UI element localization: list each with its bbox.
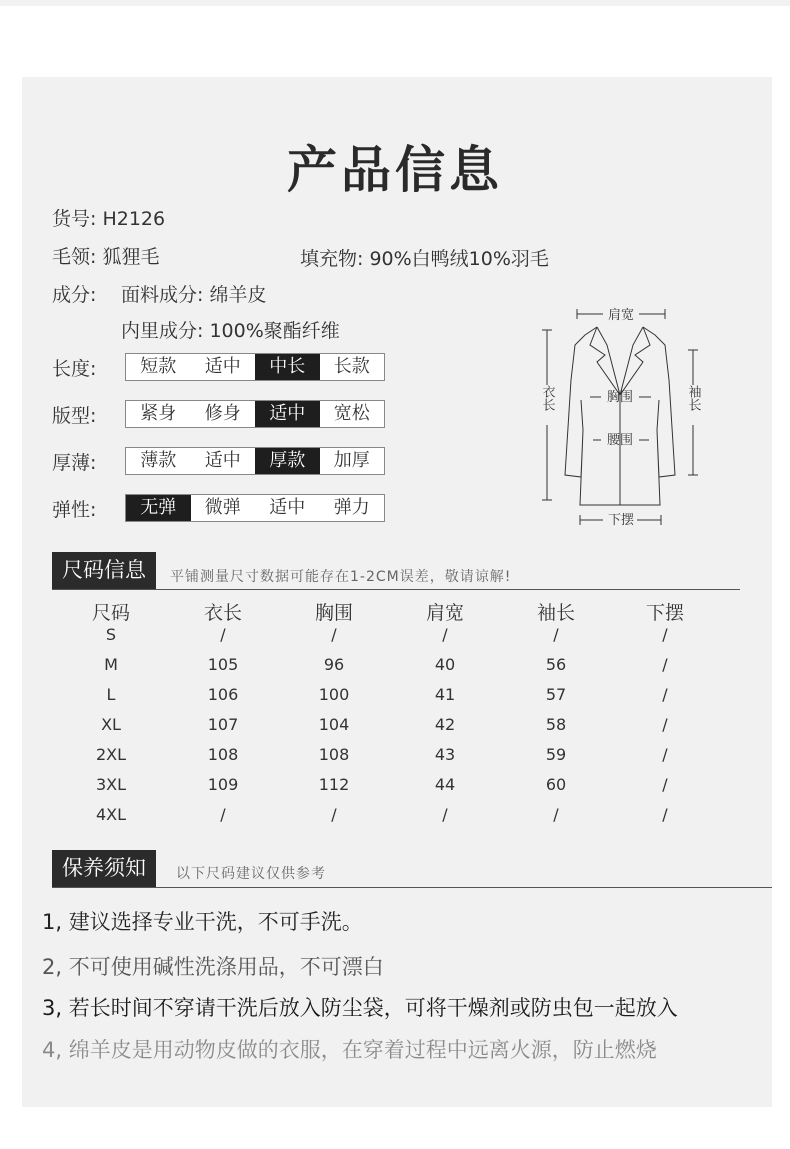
attribute-option: 微弹: [204, 497, 241, 518]
attribute-option: 适中: [269, 497, 306, 518]
attribute-option: 适中: [204, 450, 241, 471]
table-cell: 107: [207, 715, 239, 734]
care-section-note: 以下尺码建议仅供参考: [176, 866, 326, 882]
attribute-option-selected: 厚款: [255, 448, 320, 474]
table-row: [55, 805, 735, 824]
fabric-composition: 面料成分: 绵羊皮: [121, 284, 267, 306]
table-cell: 96: [323, 655, 345, 674]
table-cell: 4XL: [95, 805, 127, 824]
table-cell: /: [662, 655, 668, 674]
attribute-option: 长款: [333, 356, 370, 377]
fur-collar: 毛领: 狐狸毛: [52, 246, 160, 268]
table-cell: 42: [434, 715, 456, 734]
header-sleeve: 袖长: [536, 602, 575, 624]
care-item: 2, 不可使用碱性洗涤用品，不可漂白: [42, 955, 384, 979]
attribute-option-selected: 中长: [255, 354, 320, 380]
header-length: 衣长: [203, 602, 242, 624]
attribute-options: [125, 400, 385, 428]
table-cell: 60: [545, 775, 567, 794]
attribute-label: 厚薄:: [52, 452, 97, 474]
attribute-options: [125, 353, 385, 381]
table-cell: 109: [207, 775, 239, 794]
chest-label: 胸围: [606, 390, 634, 405]
table-cell: 108: [318, 745, 350, 764]
attribute-option-selected: 无弹: [126, 495, 191, 521]
table-cell: 56: [545, 655, 567, 674]
attribute-option: 短款: [140, 356, 177, 377]
care-section-divider: [52, 887, 772, 888]
length-label: 衣长: [539, 385, 555, 411]
table-cell: S: [105, 625, 117, 644]
table-cell: 44: [434, 775, 456, 794]
table-cell: /: [220, 805, 226, 824]
attribute-label: 长度:: [52, 358, 97, 380]
table-cell: /: [331, 625, 337, 644]
table-cell: 108: [207, 745, 239, 764]
table-cell: 40: [434, 655, 456, 674]
waist-label: 腰围: [606, 433, 634, 448]
header-chest: 胸围: [314, 602, 353, 624]
care-section-title: 保养须知: [52, 850, 156, 887]
attribute-label: 弹性:: [52, 499, 97, 521]
garment-measure-diagram: [535, 300, 710, 535]
table-cell: 112: [318, 775, 350, 794]
table-row: [55, 655, 735, 674]
table-cell: 106: [207, 685, 239, 704]
table-row: [55, 625, 735, 644]
size-section-title: 尺码信息: [52, 552, 156, 589]
table-cell: 59: [545, 745, 567, 764]
attribute-option: 薄款: [140, 450, 177, 471]
attribute-option: 紧身: [140, 403, 177, 424]
table-cell: /: [442, 805, 448, 824]
table-cell: XL: [101, 715, 121, 734]
table-cell: /: [553, 805, 559, 824]
item-number: 货号: H2126: [52, 208, 166, 230]
table-cell: 3XL: [95, 775, 127, 794]
hem-label: 下摆: [607, 513, 635, 528]
care-item: 3, 若长时间不穿请干洗后放入防尘袋，可将干燥剂或防虫包一起放入: [42, 996, 678, 1020]
attribute-option: 宽松: [333, 403, 370, 424]
sleeve-label: 袖长: [685, 385, 701, 411]
attribute-option: 弹力: [333, 497, 370, 518]
size-table-header: [55, 598, 735, 625]
attribute-option: 修身: [204, 403, 241, 424]
table-cell: /: [220, 625, 226, 644]
table-cell: 57: [545, 685, 567, 704]
shoulder-label: 肩宽: [607, 308, 635, 323]
filling: 填充物: 90%白鸭绒10%羽毛: [300, 248, 549, 270]
attribute-label: 版型:: [52, 405, 97, 427]
table-cell: /: [331, 805, 337, 824]
size-section-divider: [52, 589, 740, 590]
attribute-option: 适中: [204, 356, 241, 377]
attribute-option: 加厚: [333, 450, 370, 471]
header-hem: 下摆: [645, 602, 684, 624]
table-cell: /: [662, 745, 668, 764]
attribute-options: [125, 447, 385, 475]
table-cell: 105: [207, 655, 239, 674]
table-cell: M: [104, 655, 118, 674]
table-cell: 104: [318, 715, 350, 734]
table-cell: 2XL: [95, 745, 127, 764]
header-shoulder: 肩宽: [425, 602, 464, 624]
attribute-option-selected: 适中: [255, 401, 320, 427]
table-cell: L: [106, 685, 116, 704]
table-cell: /: [662, 685, 668, 704]
size-section-note: 平铺测量尺寸数据可能存在1-2CM误差，敬请谅解!: [170, 569, 512, 585]
attribute-options: [125, 494, 385, 522]
table-cell: /: [662, 715, 668, 734]
header-size: 尺码: [91, 602, 130, 624]
table-cell: /: [662, 805, 668, 824]
composition-label: 成分:: [52, 284, 97, 306]
table-cell: 43: [434, 745, 456, 764]
table-row: [55, 685, 735, 704]
page-title: 产品信息: [287, 141, 503, 199]
table-cell: 58: [545, 715, 567, 734]
table-cell: /: [662, 775, 668, 794]
table-row: [55, 715, 735, 734]
table-cell: 41: [434, 685, 456, 704]
table-row: [55, 745, 735, 764]
table-cell: /: [553, 625, 559, 644]
table-cell: 100: [318, 685, 350, 704]
top-band: [0, 0, 790, 6]
table-cell: /: [442, 625, 448, 644]
table-row: [55, 775, 735, 794]
table-cell: /: [662, 625, 668, 644]
care-item: 1, 建议选择专业干洗，不可手洗。: [42, 910, 363, 934]
lining-composition: 内里成分: 100%聚酯纤维: [121, 320, 340, 342]
care-item: 4, 绵羊皮是用动物皮做的衣服，在穿着过程中远离火源，防止燃烧: [42, 1038, 657, 1062]
